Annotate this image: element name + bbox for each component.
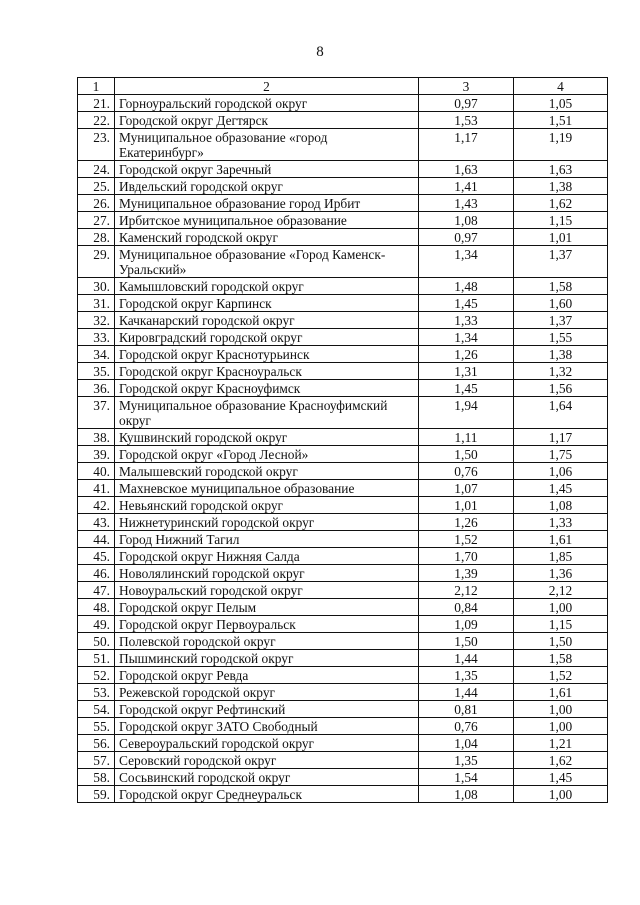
value-col-4: 1,38 — [514, 346, 608, 363]
row-number: 59. — [78, 786, 115, 803]
row-number: 23. — [78, 129, 115, 161]
municipality-name: Полевской городской округ — [115, 633, 419, 650]
value-col-3: 1,39 — [419, 565, 514, 582]
municipality-name: Ирбитское муниципальное образование — [115, 212, 419, 229]
value-col-4: 1,56 — [514, 380, 608, 397]
row-number: 53. — [78, 684, 115, 701]
row-number: 24. — [78, 161, 115, 178]
value-col-4: 1,00 — [514, 786, 608, 803]
value-col-4: 1,85 — [514, 548, 608, 565]
table-row — [78, 161, 608, 178]
value-col-3: 0,84 — [419, 599, 514, 616]
municipality-name: Муниципальное образование «город Екатеринбург» — [115, 129, 419, 161]
row-number: 52. — [78, 667, 115, 684]
municipality-name: Кушвинский городской округ — [115, 429, 419, 446]
value-col-3: 1,08 — [419, 786, 514, 803]
municipality-name: Серовский городской округ — [115, 752, 419, 769]
row-number: 57. — [78, 752, 115, 769]
value-col-4: 1,00 — [514, 718, 608, 735]
value-col-3: 1,01 — [419, 497, 514, 514]
value-col-3: 1,50 — [419, 446, 514, 463]
value-col-4: 2,12 — [514, 582, 608, 599]
row-number: 29. — [78, 246, 115, 278]
value-col-4: 1,58 — [514, 650, 608, 667]
header-cell-3: 3 — [419, 78, 514, 95]
row-number: 46. — [78, 565, 115, 582]
municipality-name: Городской округ «Город Лесной» — [115, 446, 419, 463]
row-number: 55. — [78, 718, 115, 735]
table-row — [78, 667, 608, 684]
value-col-3: 1,52 — [419, 531, 514, 548]
value-col-3: 0,97 — [419, 95, 514, 112]
row-number: 22. — [78, 112, 115, 129]
row-number: 48. — [78, 599, 115, 616]
row-number: 44. — [78, 531, 115, 548]
table-row — [78, 684, 608, 701]
page-number: 8 — [316, 44, 324, 60]
value-col-3: 2,12 — [419, 582, 514, 599]
value-col-3: 1,08 — [419, 212, 514, 229]
value-col-3: 1,31 — [419, 363, 514, 380]
value-col-4: 1,15 — [514, 616, 608, 633]
value-col-4: 1,17 — [514, 429, 608, 446]
value-col-3: 0,76 — [419, 718, 514, 735]
value-col-3: 1,34 — [419, 329, 514, 346]
row-number: 37. — [78, 397, 115, 429]
value-col-4: 1,75 — [514, 446, 608, 463]
table-row — [78, 786, 608, 803]
value-col-4: 1,62 — [514, 752, 608, 769]
table-row — [78, 769, 608, 786]
value-col-4: 1,06 — [514, 463, 608, 480]
value-col-4: 1,08 — [514, 497, 608, 514]
municipality-name: Сосьвинский городской округ — [115, 769, 419, 786]
row-number: 36. — [78, 380, 115, 397]
municipality-name: Североуральский городской округ — [115, 735, 419, 752]
municipality-name: Качканарский городской округ — [115, 312, 419, 329]
municipality-name: Новоуральский городской округ — [115, 582, 419, 599]
table-row — [78, 633, 608, 650]
municipality-name: Малышевский городской округ — [115, 463, 419, 480]
row-number: 47. — [78, 582, 115, 599]
table-row — [78, 599, 608, 616]
value-col-3: 1,35 — [419, 667, 514, 684]
table-body — [78, 78, 608, 803]
table-row — [78, 246, 608, 278]
table-row — [78, 397, 608, 429]
table-row — [78, 752, 608, 769]
value-col-4: 1,51 — [514, 112, 608, 129]
municipality-name: Нижнетуринский городской округ — [115, 514, 419, 531]
row-number: 27. — [78, 212, 115, 229]
table-row — [78, 531, 608, 548]
value-col-3: 1,33 — [419, 312, 514, 329]
value-col-3: 1,48 — [419, 278, 514, 295]
table-row — [78, 565, 608, 582]
value-col-3: 1,34 — [419, 246, 514, 278]
table-row — [78, 446, 608, 463]
municipality-name: Муниципальное образование Красноуфимский округ — [115, 397, 419, 429]
municipality-name: Городской округ Заречный — [115, 161, 419, 178]
row-number: 33. — [78, 329, 115, 346]
value-col-3: 1,26 — [419, 346, 514, 363]
row-number: 39. — [78, 446, 115, 463]
value-col-4: 1,50 — [514, 633, 608, 650]
value-col-3: 1,50 — [419, 633, 514, 650]
row-number: 25. — [78, 178, 115, 195]
row-number: 43. — [78, 514, 115, 531]
table-row — [78, 212, 608, 229]
table-row — [78, 497, 608, 514]
municipality-name: Городской округ Рефтинский — [115, 701, 419, 718]
municipality-name: Камышловский городской округ — [115, 278, 419, 295]
value-col-4: 1,61 — [514, 531, 608, 548]
municipality-name: Кировградский городской округ — [115, 329, 419, 346]
coefficients-table — [77, 77, 608, 803]
value-col-4: 1,60 — [514, 295, 608, 312]
table-row — [78, 718, 608, 735]
value-col-4: 1,00 — [514, 701, 608, 718]
value-col-3: 1,17 — [419, 129, 514, 161]
value-col-3: 1,44 — [419, 684, 514, 701]
row-number: 41. — [78, 480, 115, 497]
table-header-row — [78, 78, 608, 95]
municipality-name: Городской округ Пелым — [115, 599, 419, 616]
table-row — [78, 229, 608, 246]
municipality-name: Режевской городской округ — [115, 684, 419, 701]
table-row — [78, 616, 608, 633]
municipality-name: Городской округ Карпинск — [115, 295, 419, 312]
table-row — [78, 582, 608, 599]
table-row — [78, 312, 608, 329]
value-col-4: 1,63 — [514, 161, 608, 178]
value-col-4: 1,01 — [514, 229, 608, 246]
municipality-name: Городской округ Ревда — [115, 667, 419, 684]
table-row — [78, 480, 608, 497]
table-row — [78, 112, 608, 129]
value-col-4: 1,37 — [514, 246, 608, 278]
municipality-name: Муниципальное образование «Город Каменск-Уральский» — [115, 246, 419, 278]
municipality-name: Город Нижний Тагил — [115, 531, 419, 548]
row-number: 35. — [78, 363, 115, 380]
header-cell-4: 4 — [514, 78, 608, 95]
row-number: 30. — [78, 278, 115, 295]
header-cell-2: 2 — [115, 78, 419, 95]
row-number: 42. — [78, 497, 115, 514]
table-row — [78, 380, 608, 397]
value-col-3: 1,45 — [419, 380, 514, 397]
table-row — [78, 295, 608, 312]
municipality-name: Ивдельский городской округ — [115, 178, 419, 195]
value-col-3: 1,26 — [419, 514, 514, 531]
value-col-4: 1,36 — [514, 565, 608, 582]
row-number: 40. — [78, 463, 115, 480]
table-row — [78, 514, 608, 531]
table-row — [78, 195, 608, 212]
row-number: 54. — [78, 701, 115, 718]
value-col-4: 1,21 — [514, 735, 608, 752]
row-number: 38. — [78, 429, 115, 446]
value-col-3: 1,54 — [419, 769, 514, 786]
table-row — [78, 701, 608, 718]
table-row — [78, 278, 608, 295]
municipality-name: Городской округ Красноуральск — [115, 363, 419, 380]
value-col-4: 1,33 — [514, 514, 608, 531]
municipality-name: Городской округ Красноуфимск — [115, 380, 419, 397]
municipality-name: Горноуральский городской округ — [115, 95, 419, 112]
row-number: 49. — [78, 616, 115, 633]
municipality-name: Каменский городской округ — [115, 229, 419, 246]
table-row — [78, 650, 608, 667]
row-number: 26. — [78, 195, 115, 212]
table-row — [78, 95, 608, 112]
municipality-name: Пышминский городской округ — [115, 650, 419, 667]
municipality-name: Городской округ Среднеуральск — [115, 786, 419, 803]
municipality-name: Городской округ ЗАТО Свободный — [115, 718, 419, 735]
value-col-4: 1,19 — [514, 129, 608, 161]
municipality-name: Городской округ Дегтярск — [115, 112, 419, 129]
municipality-name: Новолялинский городской округ — [115, 565, 419, 582]
row-number: 21. — [78, 95, 115, 112]
value-col-3: 1,44 — [419, 650, 514, 667]
table-row — [78, 129, 608, 161]
value-col-4: 1,00 — [514, 599, 608, 616]
value-col-4: 1,32 — [514, 363, 608, 380]
table-row — [78, 735, 608, 752]
table-row — [78, 363, 608, 380]
value-col-3: 1,53 — [419, 112, 514, 129]
row-number: 31. — [78, 295, 115, 312]
value-col-4: 1,37 — [514, 312, 608, 329]
value-col-3: 0,97 — [419, 229, 514, 246]
value-col-4: 1,15 — [514, 212, 608, 229]
municipality-name: Городской округ Краснотурьинск — [115, 346, 419, 363]
row-number: 56. — [78, 735, 115, 752]
value-col-4: 1,45 — [514, 769, 608, 786]
value-col-4: 1,52 — [514, 667, 608, 684]
header-cell-1: 1 — [78, 78, 115, 95]
value-col-3: 0,81 — [419, 701, 514, 718]
value-col-4: 1,45 — [514, 480, 608, 497]
row-number: 34. — [78, 346, 115, 363]
value-col-3: 1,43 — [419, 195, 514, 212]
value-col-3: 1,09 — [419, 616, 514, 633]
row-number: 45. — [78, 548, 115, 565]
value-col-4: 1,61 — [514, 684, 608, 701]
value-col-3: 1,35 — [419, 752, 514, 769]
value-col-3: 1,70 — [419, 548, 514, 565]
value-col-4: 1,58 — [514, 278, 608, 295]
row-number: 32. — [78, 312, 115, 329]
municipality-name: Махневское муниципальное образование — [115, 480, 419, 497]
value-col-4: 1,64 — [514, 397, 608, 429]
value-col-3: 1,11 — [419, 429, 514, 446]
row-number: 51. — [78, 650, 115, 667]
value-col-3: 1,41 — [419, 178, 514, 195]
value-col-4: 1,38 — [514, 178, 608, 195]
row-number: 58. — [78, 769, 115, 786]
table-row — [78, 429, 608, 446]
municipality-name: Муниципальное образование город Ирбит — [115, 195, 419, 212]
table-row — [78, 548, 608, 565]
value-col-3: 1,94 — [419, 397, 514, 429]
value-col-4: 1,55 — [514, 329, 608, 346]
table-row — [78, 329, 608, 346]
municipality-name: Городской округ Нижняя Салда — [115, 548, 419, 565]
row-number: 28. — [78, 229, 115, 246]
value-col-3: 1,45 — [419, 295, 514, 312]
table-row — [78, 178, 608, 195]
value-col-3: 1,04 — [419, 735, 514, 752]
value-col-4: 1,62 — [514, 195, 608, 212]
value-col-3: 1,63 — [419, 161, 514, 178]
value-col-3: 1,07 — [419, 480, 514, 497]
table-row — [78, 463, 608, 480]
municipality-name: Невьянский городской округ — [115, 497, 419, 514]
table-row — [78, 346, 608, 363]
value-col-3: 0,76 — [419, 463, 514, 480]
municipality-name: Городской округ Первоуральск — [115, 616, 419, 633]
row-number: 50. — [78, 633, 115, 650]
value-col-4: 1,05 — [514, 95, 608, 112]
